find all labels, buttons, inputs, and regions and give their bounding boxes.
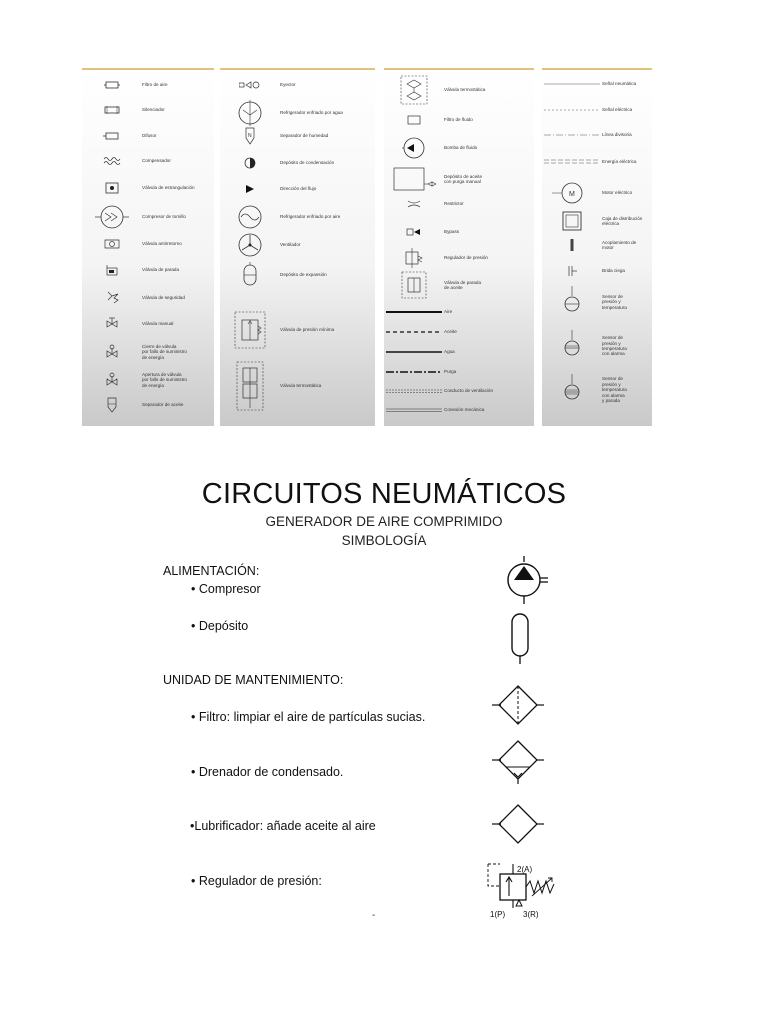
line-electric-signal-icon bbox=[544, 107, 600, 113]
symbol-row bbox=[82, 80, 214, 90]
symbol-row bbox=[542, 374, 652, 406]
symbol-label: Ventilador bbox=[280, 242, 301, 248]
symbol-label: Compensador bbox=[142, 158, 171, 164]
symbol-label: Difusor bbox=[142, 133, 157, 139]
air-cooler-icon bbox=[237, 204, 263, 230]
symbol-label: Sensor de presión y temperatura con alarma y parada bbox=[602, 376, 627, 404]
manual-valve-icon bbox=[104, 316, 120, 332]
port-label-1: 1(P) bbox=[490, 910, 506, 919]
symbol-label: Apertura de válvula por fallo de suministro de energía bbox=[142, 372, 187, 388]
list-item-compressor: • Compresor bbox=[191, 582, 261, 596]
symbol-label: Filtro de fluido bbox=[444, 117, 473, 123]
symbol-row bbox=[82, 131, 214, 141]
antireturn-valve-icon bbox=[103, 238, 121, 250]
symbol-column-2 bbox=[220, 68, 375, 426]
diffuser-icon bbox=[103, 131, 121, 141]
symbol-row bbox=[384, 349, 534, 355]
oil-tank-icon bbox=[392, 166, 436, 192]
symbol-row bbox=[82, 204, 214, 230]
symbol-column-1 bbox=[82, 68, 214, 426]
ejector-icon bbox=[239, 80, 261, 90]
symbol-row bbox=[220, 100, 375, 126]
symbol-label: Válvula de parada de aceite bbox=[444, 279, 482, 290]
symbol-row bbox=[384, 407, 534, 413]
list-item-pressure-regulator: • Regulador de presión: bbox=[191, 874, 322, 888]
symbol-row bbox=[82, 156, 214, 166]
page-subtitle-symbology: SIMBOLOGÍA bbox=[341, 533, 427, 548]
list-item-drain: • Drenador de condensado. bbox=[191, 765, 344, 779]
symbol-row bbox=[82, 105, 214, 115]
symbol-row bbox=[542, 158, 652, 166]
symbol-label: Purga bbox=[444, 369, 457, 375]
screw-compressor-icon bbox=[95, 204, 129, 230]
symbol-label: Depósito de condensación bbox=[280, 160, 335, 166]
symbol-label: Sensor de presión y temperatura bbox=[602, 293, 627, 310]
stop-valve-icon bbox=[104, 264, 120, 276]
page-title: CIRCUITOS NEUMÁTICOS bbox=[201, 478, 567, 510]
expansion-tank-icon bbox=[241, 262, 259, 288]
thermostatic-valve-2-icon bbox=[399, 74, 429, 106]
symbol-label: Depósito de expansión bbox=[280, 272, 327, 278]
line-air-icon bbox=[386, 309, 442, 315]
fluid-filter-icon bbox=[406, 115, 422, 125]
silencer-icon bbox=[103, 105, 121, 115]
symbol-row bbox=[220, 360, 375, 412]
symbol-label: Refrigerador enfriado por aire bbox=[280, 214, 341, 220]
electric-box-icon bbox=[561, 210, 583, 232]
valve-open-icon bbox=[104, 372, 120, 388]
symbol-row bbox=[384, 329, 534, 335]
line-vent-icon bbox=[386, 388, 442, 394]
port-label-2: 2(A) bbox=[517, 865, 533, 874]
symbol-row bbox=[542, 286, 652, 318]
symbol-row bbox=[220, 126, 375, 146]
symbol-label: Separador de aceite bbox=[142, 402, 184, 408]
compensator-icon bbox=[103, 156, 121, 166]
symbol-label: Válvula manual bbox=[142, 321, 174, 327]
symbol-row bbox=[384, 309, 534, 315]
symbol-row bbox=[82, 290, 214, 306]
section-title-maintenance: UNIDAD DE MANTENIMIENTO: bbox=[163, 673, 344, 687]
symbol-row bbox=[384, 369, 534, 375]
line-oil-icon bbox=[386, 329, 442, 335]
line-mech-icon bbox=[386, 407, 442, 413]
symbol-table bbox=[82, 68, 652, 424]
symbol-row bbox=[542, 265, 652, 277]
symbol-label: Válvula termostática bbox=[444, 87, 486, 93]
symbol-row bbox=[542, 81, 652, 87]
pressure-regulator-icon bbox=[402, 246, 426, 270]
compressor-icon bbox=[502, 556, 548, 604]
symbol-row bbox=[542, 210, 652, 232]
pt-alarm-sensor-icon bbox=[563, 330, 581, 362]
page-subtitle: GENERADOR DE AIRE COMPRIMIDO bbox=[265, 514, 503, 529]
symbol-row bbox=[384, 199, 534, 209]
symbol-label: Cierre de válvula por fallo de suministro de energía bbox=[142, 344, 187, 360]
symbol-label: Refrigerador enfriado por agua bbox=[280, 110, 343, 116]
symbol-label: Restrictor bbox=[444, 201, 464, 207]
symbol-row bbox=[220, 310, 375, 350]
symbol-row bbox=[384, 74, 534, 106]
symbol-label: Silenciador bbox=[142, 107, 165, 113]
symbol-label: Filtro de aire bbox=[142, 82, 168, 88]
bypass-icon bbox=[406, 227, 422, 237]
symbol-label: Caja de distribución eléctrica bbox=[602, 215, 643, 226]
line-pneumatic-signal-icon bbox=[544, 81, 600, 87]
symbol-row bbox=[220, 157, 375, 169]
flow-regulating-valve-icon bbox=[104, 182, 120, 194]
svg-text:N: N bbox=[248, 133, 252, 139]
safety-valve-icon bbox=[104, 290, 120, 306]
symbol-row bbox=[82, 264, 214, 276]
symbol-row bbox=[542, 330, 652, 362]
symbol-row bbox=[542, 107, 652, 113]
list-item-tank: • Depósito bbox=[191, 619, 249, 633]
symbol-label: Válvula de parada bbox=[142, 267, 180, 273]
pressure-regulator-icon bbox=[486, 860, 566, 920]
symbol-column-3 bbox=[384, 68, 534, 426]
oil-stop-valve-icon bbox=[400, 270, 428, 300]
symbol-row bbox=[542, 238, 652, 252]
symbol-row bbox=[220, 262, 375, 288]
symbol-label: Bypass bbox=[444, 229, 460, 235]
filter-air-icon bbox=[104, 80, 120, 90]
symbol-row bbox=[384, 270, 534, 300]
symbol-row bbox=[384, 388, 534, 394]
symbol-label: Válvula termostática bbox=[280, 383, 322, 389]
symbol-label: Señal eléctrica bbox=[602, 107, 633, 113]
restrictor-icon bbox=[406, 199, 422, 209]
filter-icon bbox=[492, 684, 544, 726]
motor-coupling-icon bbox=[569, 238, 575, 252]
stray-mark: - bbox=[372, 910, 376, 921]
min-pressure-valve-icon bbox=[233, 310, 267, 350]
fluid-pump-icon bbox=[402, 136, 426, 160]
symbol-label: Motor eléctrico bbox=[602, 190, 633, 196]
symbol-label: Energía eléctrica bbox=[602, 159, 637, 165]
symbol-row bbox=[82, 396, 214, 414]
line-axis-icon bbox=[544, 132, 600, 138]
symbol-row bbox=[384, 246, 534, 270]
list-item-filter: • Filtro: limpiar el aire de partículas sucias. bbox=[191, 710, 426, 724]
symbol-row bbox=[82, 316, 214, 332]
symbol-row bbox=[82, 182, 214, 194]
flow-direction-icon bbox=[244, 184, 256, 194]
symbol-row bbox=[82, 344, 214, 360]
symbol-row bbox=[220, 232, 375, 258]
symbol-label: Aire bbox=[444, 309, 453, 315]
symbol-row bbox=[542, 181, 652, 205]
symbol-column-4 bbox=[542, 68, 652, 426]
symbol-label: Válvula de seguridad bbox=[142, 295, 185, 301]
symbol-label: Depósito de aceite con purga manual bbox=[444, 173, 483, 184]
symbol-label: Dirección del flujo bbox=[280, 186, 317, 192]
symbol-row bbox=[384, 136, 534, 160]
valve-close-icon bbox=[104, 344, 120, 360]
section-title-supply: ALIMENTACIÓN: bbox=[163, 564, 260, 578]
tank-icon bbox=[510, 612, 530, 664]
lubricator-icon bbox=[492, 803, 544, 847]
list-item-lubricator: •Lubrificador: añade aceite al aire bbox=[190, 819, 376, 833]
symbol-row bbox=[220, 80, 375, 90]
symbol-row bbox=[82, 238, 214, 250]
pt-alarm-stop-sensor-icon bbox=[563, 374, 581, 406]
symbol-label: Válvula antirretorno bbox=[142, 241, 182, 247]
symbol-row bbox=[220, 184, 375, 194]
symbol-label: Brida ciega bbox=[602, 268, 625, 274]
thermostatic-valve-icon bbox=[235, 360, 265, 412]
symbol-label: Conducto de ventilación bbox=[444, 388, 494, 394]
line-water-icon bbox=[386, 349, 442, 355]
pt-sensor-icon bbox=[563, 286, 581, 318]
svg-text:M: M bbox=[569, 191, 575, 198]
blind-flange-icon bbox=[567, 265, 577, 277]
fan-icon bbox=[237, 232, 263, 258]
symbol-row bbox=[384, 227, 534, 237]
symbol-row bbox=[542, 132, 652, 138]
symbol-label: Regulador de presión bbox=[444, 255, 488, 261]
line-electric-energy-icon bbox=[544, 158, 600, 166]
symbol-label: Compresor de tornillo bbox=[142, 214, 186, 220]
symbol-label: Válvula de estrangulación bbox=[142, 185, 195, 191]
water-cooler-icon bbox=[237, 100, 263, 126]
symbol-label: Aceite bbox=[444, 329, 457, 335]
symbol-label: Separador de humedad bbox=[280, 133, 329, 139]
symbol-label: Señal neumática bbox=[602, 81, 637, 87]
symbol-label: Conexión mecánica bbox=[444, 407, 485, 413]
symbol-label: Válvula de presión mínima bbox=[280, 327, 335, 333]
line-purge-icon bbox=[386, 369, 442, 375]
symbol-label: Línea divisoria bbox=[602, 132, 632, 138]
symbol-label: Acoplamiento de motor bbox=[602, 239, 637, 250]
oil-separator-icon bbox=[105, 396, 119, 414]
condensate-tank-icon bbox=[244, 157, 256, 169]
symbol-row bbox=[384, 166, 534, 192]
symbol-label: Sensor de presión y temperatura con alarma bbox=[602, 335, 627, 357]
moisture-separator-icon bbox=[243, 126, 257, 146]
port-label-3: 3(R) bbox=[523, 910, 539, 919]
symbol-row bbox=[220, 204, 375, 230]
condensate-drain-icon bbox=[492, 740, 544, 784]
symbol-row bbox=[82, 372, 214, 388]
symbol-label: Bomba de fluido bbox=[444, 145, 478, 151]
symbol-row bbox=[384, 115, 534, 125]
electric-motor-icon bbox=[552, 181, 592, 205]
symbol-label: Eyector bbox=[280, 82, 296, 88]
symbol-label: Agua bbox=[444, 349, 455, 355]
